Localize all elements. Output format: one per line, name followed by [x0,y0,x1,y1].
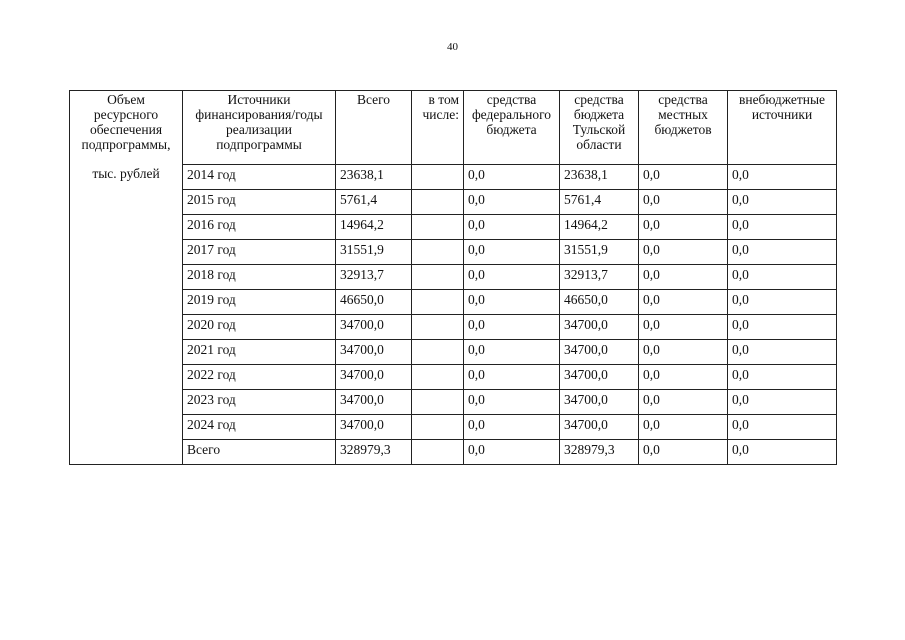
including-cell [412,165,464,190]
header-line: средства [486,92,537,107]
regional-cell: 23638,1 [560,165,639,190]
table-row [70,440,837,465]
header-line: в том [428,92,459,107]
local-cell: 0,0 [639,415,728,440]
row-label-line: ресурсного [93,107,159,122]
year-cell: 2018 год [183,265,336,290]
header-including [412,91,464,165]
local-cell: 0,0 [639,190,728,215]
header-line: области [576,137,622,152]
including-cell [412,190,464,215]
regional-cell: 34700,0 [560,315,639,340]
local-cell: 0,0 [639,165,728,190]
table-row [70,265,837,290]
header-line: средства [658,92,708,107]
extra-cell: 0,0 [728,340,837,365]
header-line: источники [751,107,813,122]
federal-cell: 0,0 [464,190,560,215]
federal-cell: 0,0 [464,440,560,465]
year-cell: 2022 год [183,365,336,390]
year-cell: 2021 год [183,340,336,365]
federal-cell: 0,0 [464,165,560,190]
header-line: бюджета [486,122,537,137]
header-local [639,91,728,165]
row-label-cell [70,91,183,165]
total-cell: 5761,4 [336,190,412,215]
federal-cell: 0,0 [464,390,560,415]
regional-cell: 5761,4 [560,190,639,215]
page-number: 40 [447,41,458,53]
header-line: Тульской [572,122,626,137]
regional-cell: 34700,0 [560,340,639,365]
regional-cell: 32913,7 [560,265,639,290]
regional-cell: 34700,0 [560,365,639,390]
federal-cell: 0,0 [464,240,560,265]
table-row [70,415,837,440]
including-cell [412,290,464,315]
extra-cell: 0,0 [728,365,837,390]
table-row [70,390,837,415]
local-cell: 0,0 [639,240,728,265]
row-label-line: подпрограммы, [81,137,171,152]
header-line: финансирования/годы [195,107,323,122]
extra-cell: 0,0 [728,315,837,340]
table-row [70,365,837,390]
federal-cell: 0,0 [464,290,560,315]
total-cell: 34700,0 [336,315,412,340]
header-sources [183,91,336,165]
local-cell: 0,0 [639,365,728,390]
local-cell: 0,0 [639,290,728,315]
header-line: бюджетов [654,122,712,137]
extra-cell: 0,0 [728,390,837,415]
table-row [70,240,837,265]
including-cell [412,390,464,415]
federal-cell: 0,0 [464,365,560,390]
local-cell: 0,0 [639,340,728,365]
total-cell: 34700,0 [336,365,412,390]
extra-cell: 0,0 [728,290,837,315]
year-cell: 2015 год [183,190,336,215]
total-cell: 14964,2 [336,215,412,240]
including-cell [412,365,464,390]
year-cell: 2016 год [183,215,336,240]
total-cell: 34700,0 [336,340,412,365]
header-line: средства [574,92,624,107]
year-cell: Всего [183,440,336,465]
row-label-line: обеспечения [89,122,163,137]
total-cell: 31551,9 [336,240,412,265]
header-federal [464,91,560,165]
regional-cell: 14964,2 [560,215,639,240]
table-row [70,165,837,190]
extra-cell: 0,0 [728,190,837,215]
table-row [70,215,837,240]
local-cell: 0,0 [639,265,728,290]
regional-cell: 31551,9 [560,240,639,265]
resource-table [69,90,837,465]
extra-cell: 0,0 [728,240,837,265]
header-line: местных [658,107,708,122]
header-total [336,91,412,165]
header-line: реализации [226,122,292,137]
local-cell: 0,0 [639,390,728,415]
year-cell: 2017 год [183,240,336,265]
year-cell: 2019 год [183,290,336,315]
federal-cell: 0,0 [464,315,560,340]
total-cell: 34700,0 [336,415,412,440]
header-line: подпрограммы [216,137,302,152]
including-cell [412,340,464,365]
total-cell: 23638,1 [336,165,412,190]
including-cell [412,215,464,240]
row-label-cell-cont [70,165,183,465]
table-row [70,340,837,365]
including-cell [412,240,464,265]
header-line: внебюджетные [738,92,826,107]
year-cell: 2023 год [183,390,336,415]
header-regional [560,91,639,165]
regional-cell: 34700,0 [560,390,639,415]
header-line: Всего [356,92,391,107]
local-cell: 0,0 [639,215,728,240]
federal-cell: 0,0 [464,415,560,440]
regional-cell: 34700,0 [560,415,639,440]
header-line: бюджета [573,107,625,122]
row-label-line: Объем [107,92,145,107]
total-cell: 34700,0 [336,390,412,415]
year-cell: 2024 год [183,415,336,440]
including-cell [412,265,464,290]
local-cell: 0,0 [639,440,728,465]
extra-cell: 0,0 [728,415,837,440]
header-line: федерального [471,107,552,122]
local-cell: 0,0 [639,315,728,340]
table-row [70,315,837,340]
header-line: Источники [227,92,291,107]
year-cell: 2014 год [183,165,336,190]
header-line: числе: [422,107,459,122]
year-cell: 2020 год [183,315,336,340]
regional-cell: 328979,3 [560,440,639,465]
including-cell [412,315,464,340]
row-label-line: тыс. рублей [92,165,160,181]
including-cell [412,415,464,440]
table-row [70,190,837,215]
extra-cell: 0,0 [728,165,837,190]
extra-cell: 0,0 [728,265,837,290]
federal-cell: 0,0 [464,340,560,365]
federal-cell: 0,0 [464,215,560,240]
federal-cell: 0,0 [464,265,560,290]
total-cell: 328979,3 [336,440,412,465]
including-cell [412,440,464,465]
regional-cell: 46650,0 [560,290,639,315]
total-cell: 46650,0 [336,290,412,315]
header-row [70,91,837,165]
extra-cell: 0,0 [728,440,837,465]
extra-cell: 0,0 [728,215,837,240]
table-row [70,290,837,315]
total-cell: 32913,7 [336,265,412,290]
header-extra [728,91,837,165]
